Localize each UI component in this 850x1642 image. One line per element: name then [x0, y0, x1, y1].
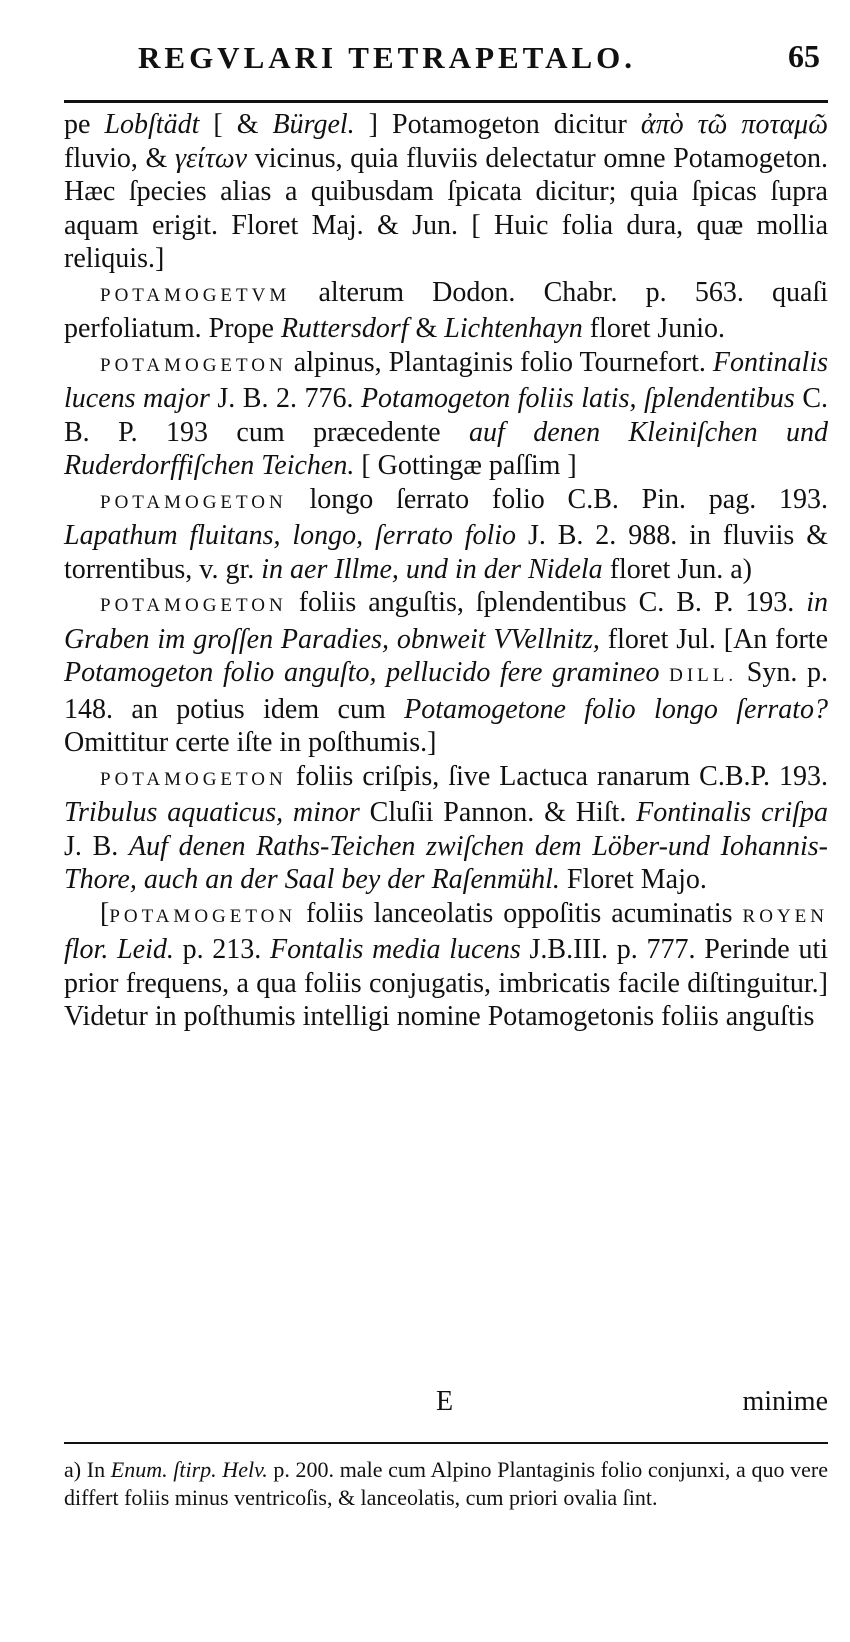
italic-text: Lichtenhayn: [444, 313, 583, 344]
text-run: [659, 657, 669, 688]
text-run: J. B. 2. 776.: [209, 383, 361, 414]
italic-text: Lobſtädt: [104, 109, 200, 140]
text-run: J. B.: [64, 830, 130, 862]
italic-text: Tribulus aquaticus, minor: [64, 797, 360, 828]
italic-text: Fontalis media lucens: [270, 934, 521, 965]
paragraph: [64, 586, 828, 760]
catchword: minime: [742, 1386, 828, 1417]
text-run: Cluſii Pannon. & Hiſt.: [359, 797, 637, 828]
italic-text: Fontinalis criſpa: [636, 797, 828, 828]
italic-text: γείτων: [174, 142, 248, 174]
text-run: Syn. p. 148. an potius idem cum: [64, 657, 829, 725]
small-caps-name: POTAMOGETON: [100, 354, 287, 376]
paragraph: [64, 760, 828, 897]
text-run: longo ſerrato folio C.B. Pin. pag. 193.: [286, 483, 828, 515]
text-run: p. 200. male cum Alpino Plantaginis folio conjunxi, a quo vere differt foliis minus ventricoſis, & lanceolatis, cum priori ovalia ſint.: [64, 1457, 828, 1510]
italic-text: Potamogetone folio longo ſerrato?: [404, 693, 829, 725]
paragraph: [64, 483, 828, 587]
text-run: alpinus, Plantaginis folio Tournefort.: [286, 346, 713, 378]
italic-text: Potamogeton folio anguſto, pellucido fere gramineo: [64, 657, 660, 688]
italic-text: Fontinalis lucens major: [64, 346, 828, 414]
text-run: a) In: [64, 1457, 111, 1482]
text-run: foliis lanceolatis oppoſitis acuminatis: [296, 897, 743, 929]
small-caps-name: POTAMOGETON: [100, 491, 287, 513]
catchline: [64, 1386, 828, 1422]
text-run: fluvio, &: [64, 142, 175, 174]
italic-text: ἀπὸ τῶ ποταμῶ: [640, 109, 828, 140]
text-run: ] Potamogeton dicitur: [354, 109, 641, 140]
paragraph: [64, 108, 828, 276]
text-run: pe: [64, 109, 105, 140]
italic-text: Auf denen Raths-Teichen zwiſchen dem Löber-und Iohannis-Thore, auch an der Saal bey der Raſenmühl.: [64, 830, 828, 895]
italic-text: Potamogeton foliis latis, ſplendentibus: [360, 383, 795, 414]
text-run: &: [408, 313, 445, 344]
italic-text: Bürgel.: [272, 109, 355, 140]
paragraph: [64, 276, 828, 346]
text-run: p. 213.: [173, 934, 271, 965]
small-caps-name: POTAMOGETON: [100, 768, 287, 790]
small-caps-name: ROYEN: [742, 905, 828, 927]
paragraph: [64, 346, 828, 483]
italic-text: in Graben im groſſen Paradies, obnweit VVellnitz,: [64, 587, 828, 655]
text-run: foliis criſpis, ſive Lactuca ranarum C.B.P. 193.: [286, 760, 828, 792]
footnote: [64, 1456, 828, 1512]
signature-mark: E: [436, 1386, 454, 1417]
italic-text: flor. Leid.: [64, 934, 174, 965]
small-caps-name: POTAMOGETON: [100, 595, 287, 616]
italic-text: Lapathum fluitans, longo, ſerrato folio: [64, 520, 517, 551]
paragraph: [64, 897, 828, 1034]
text-run: alterum Dodon. Chabr. p. 563. quaſi perfoliatum. Prope: [64, 276, 828, 344]
text-run: J.B.III. p. 777. Perinde uti prior frequens, a qua foliis conjugatis, imbricatis facile diſtinguitur.] Videtur in poſthumis intelligi nomine Potamogetonis foliis anguſtis: [64, 934, 829, 1032]
text-run: [: [100, 897, 110, 929]
running-head: [60, 38, 820, 78]
header-rule: [64, 100, 828, 103]
text-run: floret Junio.: [582, 313, 726, 344]
italic-text: auf denen Kleiniſchen und Ruderdorffiſchen Teichen.: [64, 416, 828, 481]
small-caps-name: DILL.: [669, 665, 738, 686]
running-title: REGVLARI TETRAPETALO.: [138, 40, 636, 75]
body-text: [64, 108, 828, 1034]
small-caps-name: POTAMOGETVM: [100, 284, 291, 306]
footnote-rule: [64, 1442, 828, 1444]
italic-text: Ruttersdorf: [280, 313, 409, 344]
text-run: vicinus, quia fluviis delectatur omne Potamogeton. Hæc ſpecies alias a quibusdam ſpicata dicitur; quia ſpicas ſupra aquam erigit. Floret Maj. & Jun. [ Huic folia dura, quæ mollia reliquis.]: [64, 142, 828, 274]
text-run: [ &: [199, 109, 273, 140]
text-run: [ Gottingæ paſſim ]: [354, 450, 577, 481]
page-number: 65: [788, 38, 820, 74]
small-caps-name: POTAMOGETON: [109, 905, 297, 927]
text-run: foliis anguſtis, ſplendentibus C. B. P. 193.: [286, 587, 807, 618]
text-run: floret Jun. a): [602, 553, 752, 585]
text-run: J. B. 2. 988. in fluviis & torrentibus, v. gr.: [64, 520, 828, 585]
text-run: Floret Majo.: [559, 864, 707, 895]
italic-text: Enum. ſtirp. Helv.: [110, 1457, 268, 1482]
text-run: C. B. P. 193 cum præcedente: [64, 383, 828, 448]
text-run: floret Jul. [An forte: [599, 623, 829, 655]
text-run: Omittitur certe iſte in poſthumis.]: [64, 727, 437, 758]
italic-text: in aer Illme, und in der Nidela: [261, 553, 603, 585]
